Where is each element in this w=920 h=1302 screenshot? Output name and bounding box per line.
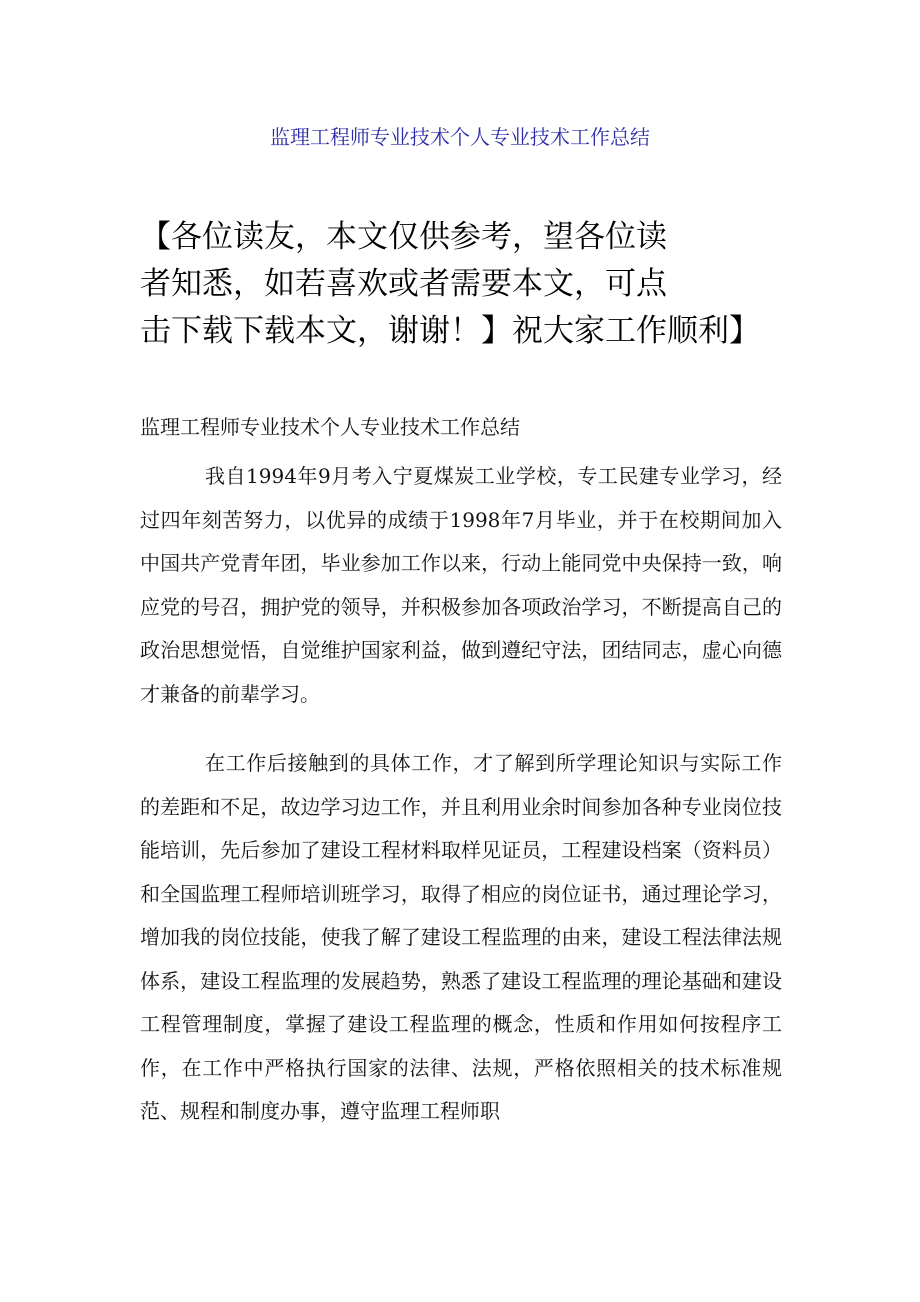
body-heading: 监理工程师专业技术个人专业技术工作总结 bbox=[140, 415, 520, 439]
body-paragraph: 我自1994年9月考入宁夏煤炭工业学校，专工民建专业学习，经过四年刻苦努力，以优异的成绩于1998年7月毕业，并于在校期间加入中国共产党青年团，毕业参加工作以来，行动上能同党中央保持一致，响应党的号召，拥护党的领导，并积极参加各项政治学习，不断提高自己的政治思想觉悟，自觉维护国家利益，做到遵纪守法，团结同志，虚心向德才兼备的前辈学习。 bbox=[140, 464, 782, 706]
document-title: 监理工程师专业技术个人专业技术工作总结 bbox=[270, 125, 650, 149]
body-paragraph: 在工作后接触到的具体工作，才了解到所学理论知识与实际工作的差距和不足，故边学习边工作，并且利用业余时间参加各种专业岗位技能培训，先后参加了建设工程材料取样见证员，工程建设档案（资料员）和全国监理工程师培训班学习，取得了相应的岗位证书，通过理论学习，增加我的岗位技能，使我了解了建设工程监理的由来，建设工程法律法规体系，建设工程监理的发展趋势，熟悉了建设工程监理的理论基础和建设工程管理制度，掌握了建设工程监理的概念，性质和作用如何按程序工作，在工作中严格执行国家的法律、法规，严格依照相关的技术标准规范、规程和制度办事，遵守监理工程师职 bbox=[140, 751, 782, 1123]
reader-notice: 【各位读友，本文仅供参考，望各位读 者知悉，如若喜欢或者需要本文，可点 击下载下载本文，谢谢！】祝大家工作顺利】 bbox=[140, 219, 760, 349]
